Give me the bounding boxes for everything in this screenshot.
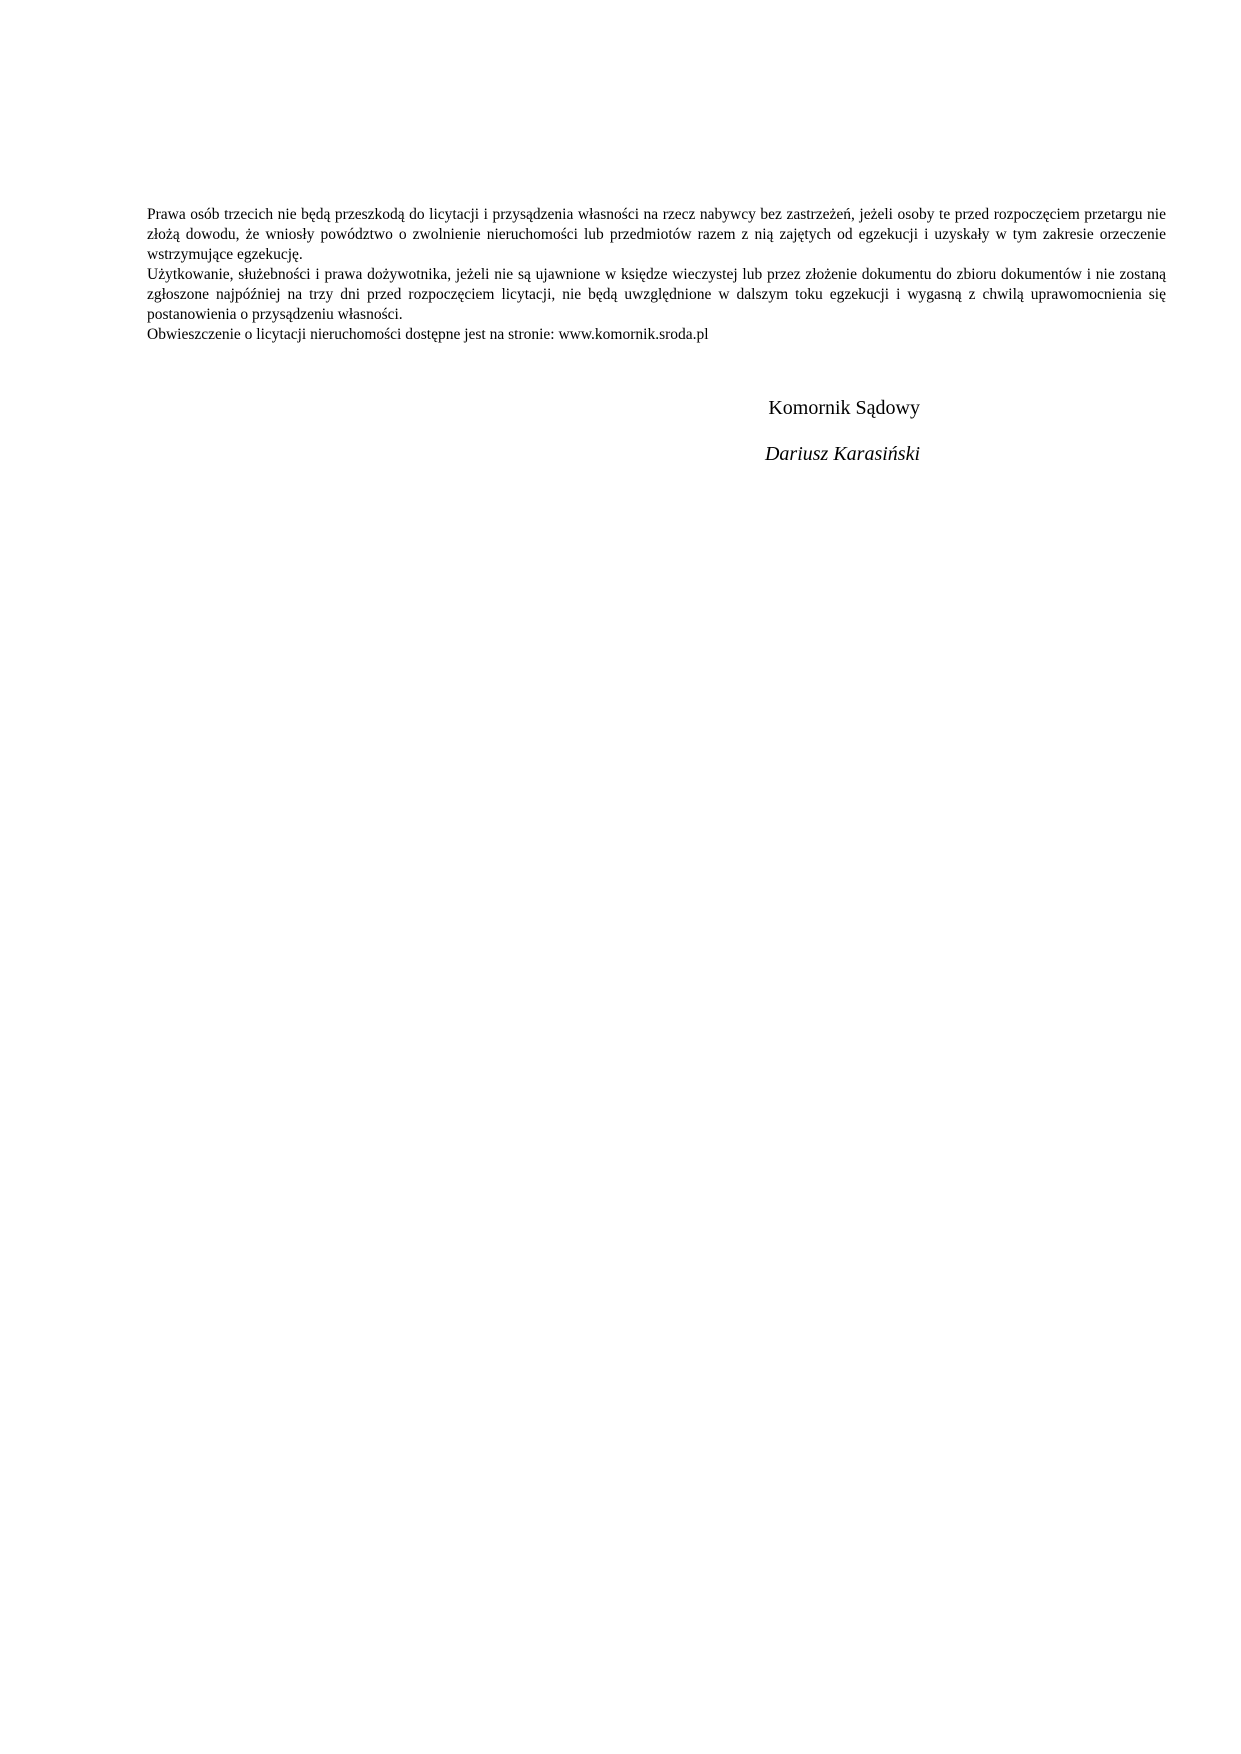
- paragraph-usufruct-servitudes: Użytkowanie, służebności i prawa dożywotnika, jeżeli nie są ujawnione w księdze wieczystej lub przez złożenie dokumentu do zbioru dokumentów i nie zostaną zgłoszone najpóźniej na trzy dni przed rozpoczęciem licytacji, nie będą uwzględnione w dalszym toku egzekucji i wygasną z chwilą uprawomocnienia się postanowienia o przysądzeniu własności.: [147, 266, 1166, 323]
- paragraph-announcement-link: Obwieszczenie o licytacji nieruchomości dostępne jest na stronie: www.komornik.sroda.pl: [147, 326, 709, 343]
- signature-block: [700, 396, 920, 466]
- paragraph-third-party-rights: Prawa osób trzecich nie będą przeszkodą do licytacji i przysądzenia własności na rzecz nabywcy bez zastrzeżeń, jeżeli osoby te przed rozpoczęciem przetargu nie złożą dowodu, że wniosły powództwo o zwolnienie nieruchomości lub przedmiotów razem z nią zajętych od egzekucji i uzyskały w tym zakresie orzeczenie wstrzymujące egzekucję.: [147, 206, 1166, 263]
- signature-name: Dariusz Karasiński: [764, 443, 920, 465]
- document-body: [147, 205, 1166, 345]
- signature-title: Komornik Sądowy: [768, 397, 920, 419]
